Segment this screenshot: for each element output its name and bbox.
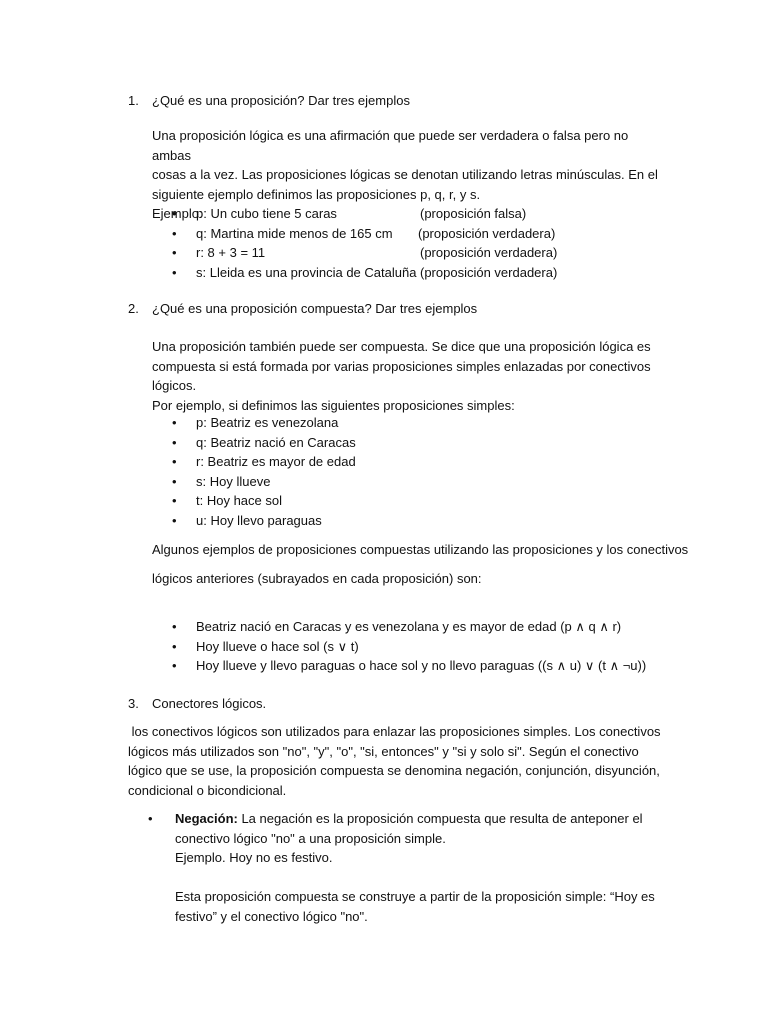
section-2-compound-list: [152, 617, 652, 676]
list-item: [152, 243, 664, 263]
section-1-title: ¿Qué es una proposición? Dar tres ejemplos: [152, 93, 410, 108]
paragraph-line: compuesta si está formada por varias proposiciones simples enlazadas por conectivos: [152, 358, 651, 374]
paragraph-line: cosas a la vez. Las proposiciones lógicas se denotan utilizando letras minúsculas. En el: [152, 167, 658, 182]
list-item: • Hoy llueve o hace sol (s ∨ t): [152, 637, 652, 657]
list-item: • Beatriz nació en Caracas y es venezolana y es mayor de edad (p ∧ q ∧ r): [152, 617, 652, 637]
section-2-intro-1: Algunos ejemplos de proposiciones compuestas utilizando las proposiciones y los conectivos: [152, 542, 689, 557]
list-item: [152, 204, 664, 224]
section-3-paragraph: [128, 722, 668, 800]
paragraph-line: Una proposición también puede ser compuesta. Se dice que una proposición lógica es: [152, 339, 651, 354]
section-2-simple-list: [152, 413, 664, 530]
paragraph-line: lógicos.: [152, 378, 197, 393]
negacion-example: Ejemplo. Hoy no es festivo.: [175, 850, 333, 865]
paragraph-line: siguiente ejemplo definimos las proposiciones p, q, r, y s.: [152, 186, 481, 202]
section-2-number: 2.: [128, 301, 139, 316]
example-tag: (proposición falsa): [420, 206, 527, 221]
example-text: q: Martina mide menos de 165 cm: [196, 225, 393, 241]
section-2-paragraph: [152, 337, 664, 415]
example-label: Ejemplo:: [152, 206, 203, 221]
list-item: • p: Beatriz es venezolana: [152, 413, 664, 433]
example-tag: (proposición verdadera): [420, 245, 558, 260]
example-text: p: Un cubo tiene 5 caras: [196, 206, 337, 221]
example-tag: (proposición verdadera): [420, 264, 558, 280]
section-1-heading: [128, 91, 688, 111]
section-3-number: 3.: [128, 696, 139, 711]
example-text: s: Lleida es una provincia de Cataluña: [196, 264, 417, 280]
section-3-title: Conectores lógicos.: [152, 696, 267, 711]
section-2-heading: [128, 299, 688, 319]
negacion-text-2: conectivo lógico "no" a una proposición simple.: [175, 830, 446, 846]
example-text: r: 8 + 3 = 11: [196, 245, 266, 260]
paragraph-line: lógico que se use, la proposición compuesta se denomina negación, conjunción, disyunción,: [128, 763, 660, 778]
list-item: • Hoy llueve y llevo paraguas o hace sol y no llevo paraguas ((s ∧ u) ∨ (t ∧ ¬u)): [152, 656, 652, 676]
list-item: • q: Beatriz nació en Caracas: [152, 433, 664, 453]
list-item: [152, 224, 664, 244]
negacion-explanation-1: Esta proposición compuesta se construye a partir de la proposición simple: “Hoy es: [175, 889, 655, 904]
section-3-heading: [128, 694, 688, 714]
bullet-icon: •: [148, 811, 153, 826]
section-2-intro-2: lógicos anteriores (subrayados en cada proposición) son:: [152, 571, 482, 586]
list-item: • s: Hoy llueve: [152, 472, 664, 492]
example-tag: (proposición verdadera): [418, 225, 556, 241]
negacion-body: [175, 809, 655, 926]
section-2-title: ¿Qué es una proposición compuesta? Dar tres ejemplos: [152, 301, 478, 316]
section-1-number: 1.: [128, 93, 139, 108]
list-item: [152, 263, 664, 283]
list-item: • r: Beatriz es mayor de edad: [152, 452, 664, 472]
section-1-example-list: [152, 204, 664, 282]
paragraph-line: Una proposición lógica es una afirmación que puede ser verdadera o falsa pero no ambas: [152, 128, 629, 163]
negacion-text: La negación es la proposición compuesta que resulta de anteponer el: [237, 811, 643, 826]
paragraph-line: condicional o bicondicional.: [128, 782, 287, 798]
paragraph-line: Por ejemplo, si definimos las siguientes proposiciones simples:: [152, 397, 515, 413]
paragraph-line: lógicos más utilizados son "no", "y", "o", "si, entonces" y "si y solo si". Según el conectivo: [128, 743, 639, 759]
negacion-explanation-2: festivo” y el conectivo lógico "no".: [175, 908, 368, 924]
negacion-label: Negación:: [175, 811, 238, 826]
paragraph-line: los conectivos lógicos son utilizados para enlazar las proposiciones simples. Los conectivos: [128, 724, 661, 739]
list-item: • t: Hoy hace sol: [152, 491, 664, 511]
list-item: • u: Hoy llevo paraguas: [152, 511, 664, 531]
